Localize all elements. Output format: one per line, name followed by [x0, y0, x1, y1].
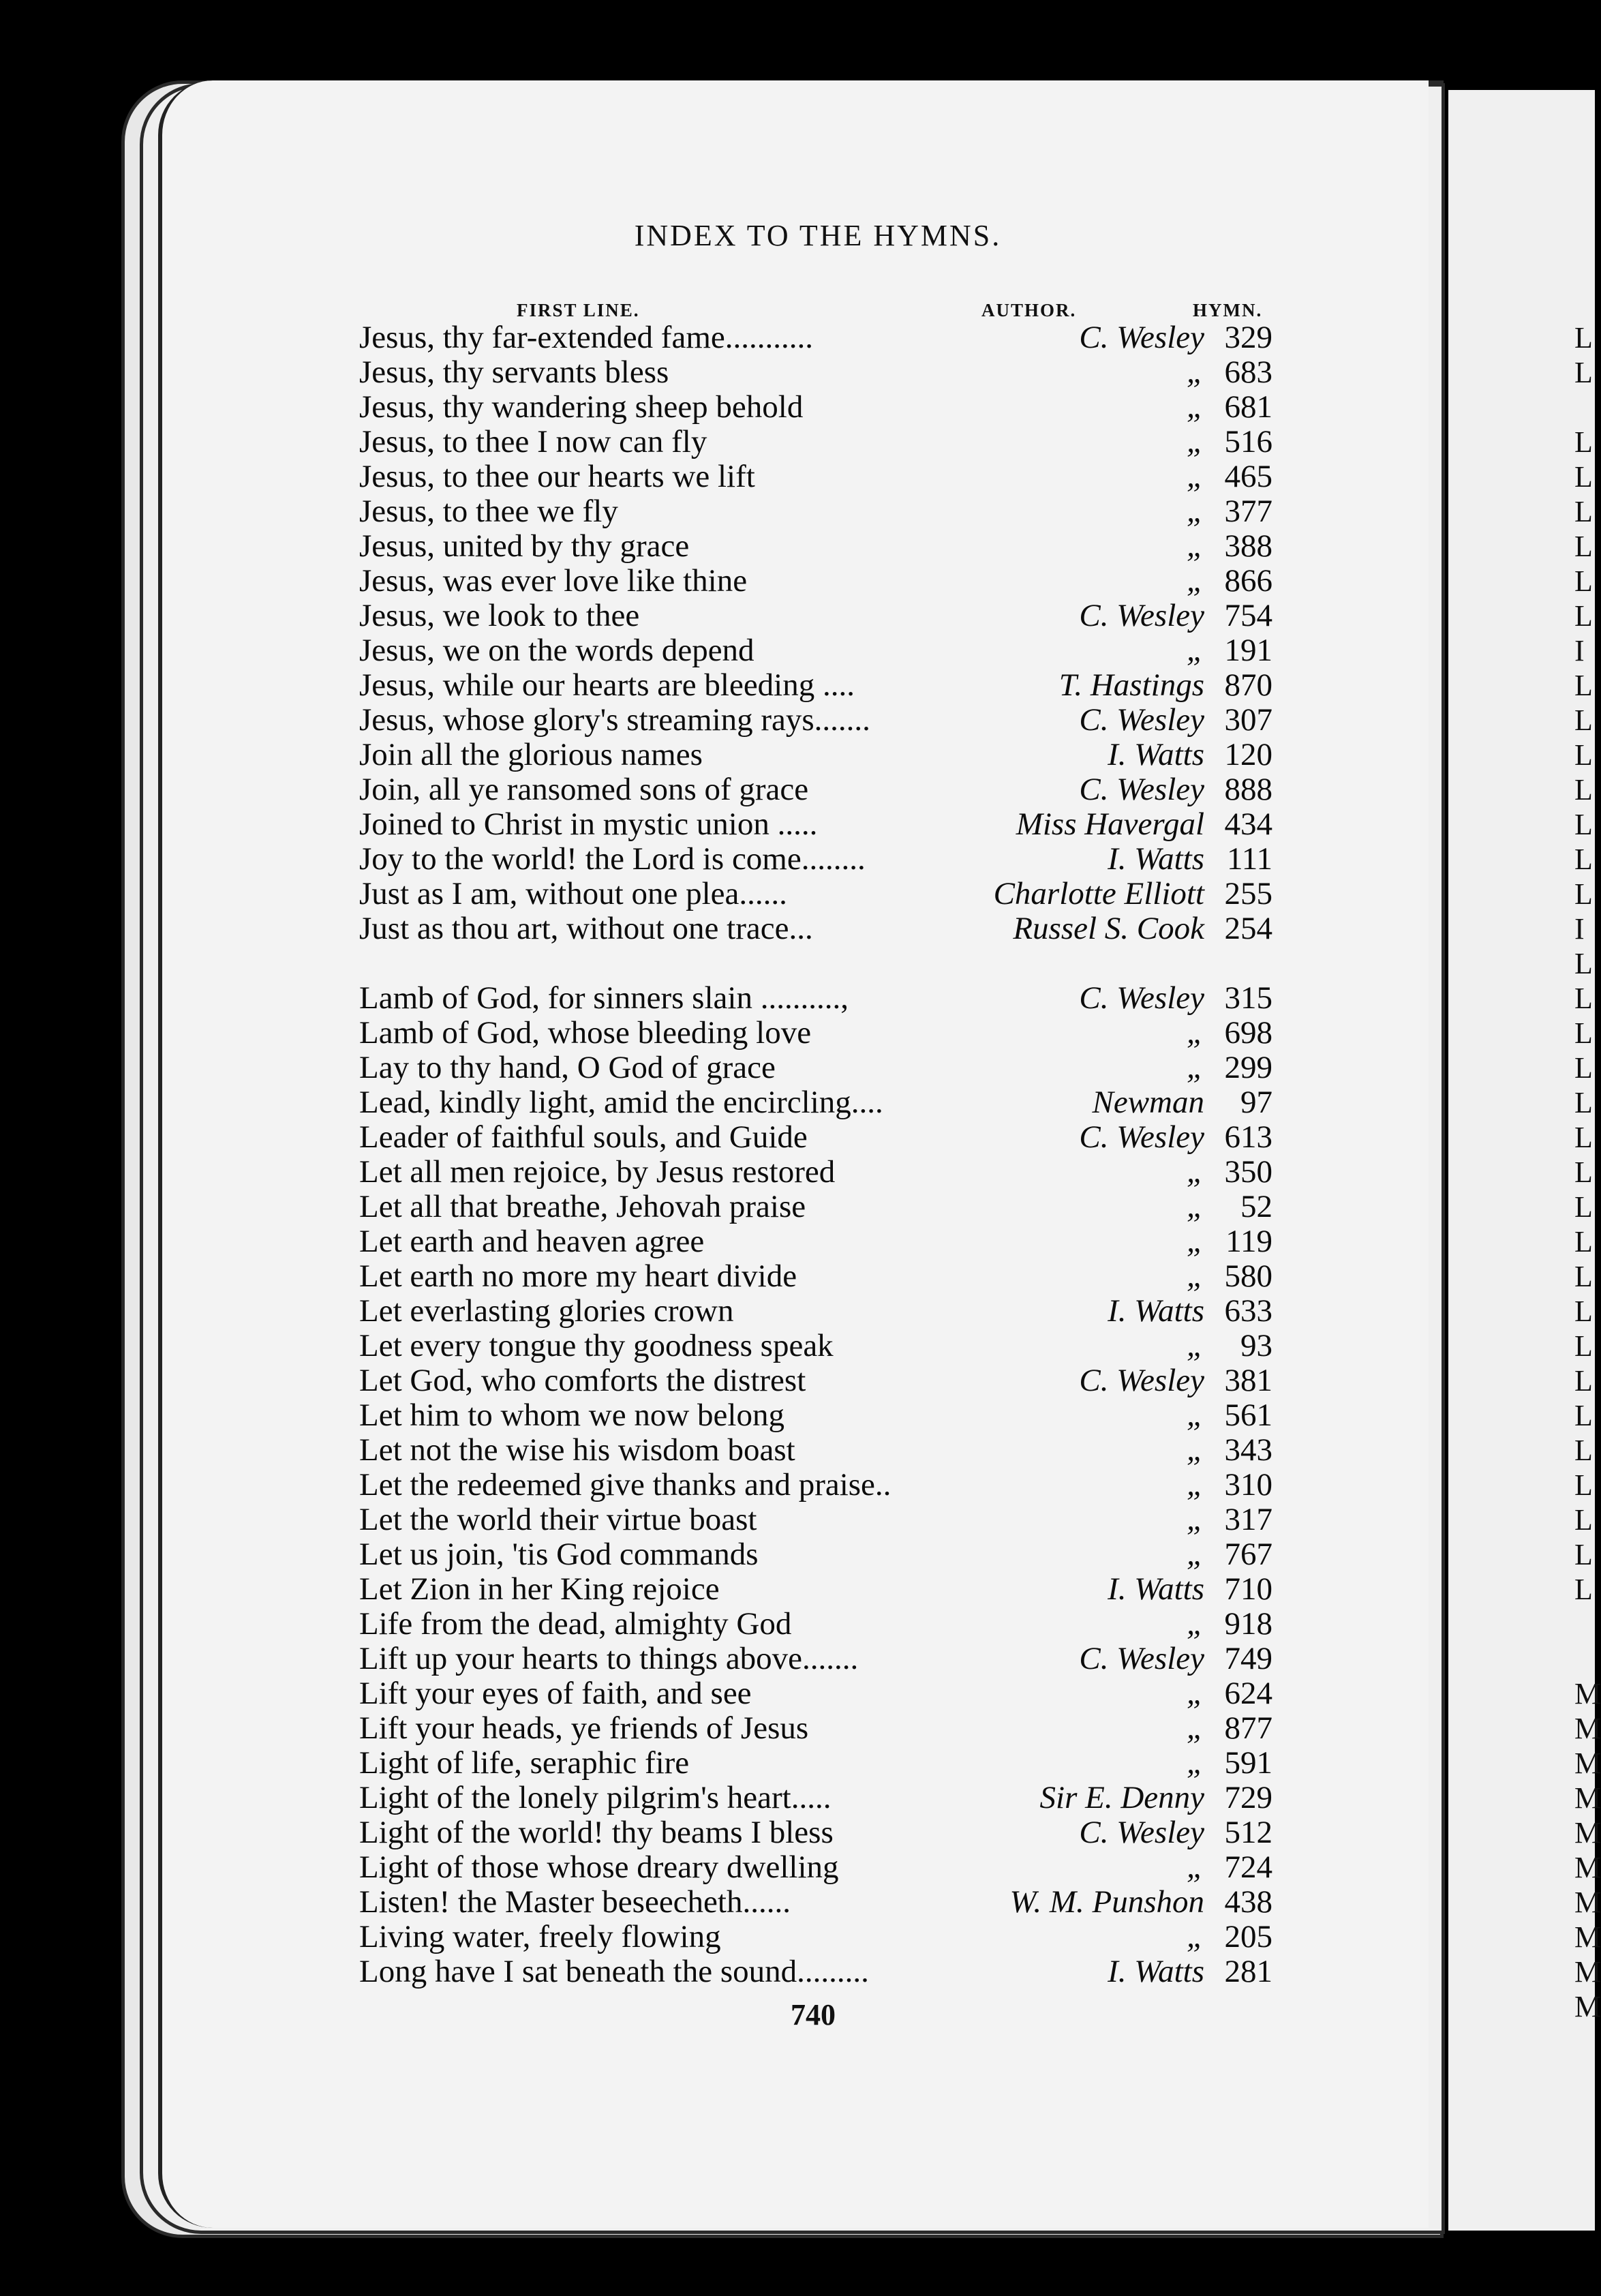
index-entry	[359, 1224, 1272, 1259]
entry-hymn-number: 255	[1224, 876, 1272, 911]
entry-first-line: Let every tongue thy goodness speak	[359, 1328, 834, 1363]
index-entry	[359, 1259, 1272, 1294]
right-page-letter: L	[1574, 982, 1593, 1015]
entry-author: „	[1186, 563, 1204, 599]
entry-author: C. Wesley	[1079, 320, 1204, 355]
entry-author: „	[1186, 1258, 1204, 1294]
entry-hymn-number: 749	[1224, 1641, 1272, 1676]
index-entry	[359, 1815, 1272, 1850]
entry-first-line: Jesus, thy far-extended fame...........	[359, 320, 813, 355]
right-page-letter: L	[1574, 1086, 1593, 1119]
right-page-letter: M	[1574, 1955, 1601, 1989]
entry-hymn-number: 888	[1224, 772, 1272, 807]
index-entry	[359, 1607, 1272, 1642]
entry-hymn-number: 381	[1224, 1363, 1272, 1398]
index-entry	[359, 1537, 1272, 1572]
entry-author: I. Watts	[1108, 1571, 1204, 1607]
right-page-letter: L	[1574, 1364, 1593, 1398]
entry-author: C. Wesley	[1079, 1641, 1204, 1676]
entry-author: I. Watts	[1108, 841, 1204, 877]
entry-first-line: Living water, freely flowing	[359, 1919, 721, 1954]
entry-author: „	[1186, 1398, 1204, 1433]
index-entry	[359, 911, 1272, 946]
page-number: 740	[791, 1998, 836, 2031]
right-page-letter: L	[1574, 1155, 1593, 1189]
right-page-letter: L	[1574, 321, 1593, 354]
entry-author: C. Wesley	[1079, 980, 1204, 1016]
entry-first-line: Long have I sat beneath the sound.........	[359, 1954, 869, 1989]
entry-hymn-number: 681	[1224, 389, 1272, 425]
index-entry	[359, 807, 1272, 842]
index-entry	[359, 1468, 1272, 1502]
entry-hymn-number: 870	[1224, 667, 1272, 703]
entry-author: W. M. Punshon	[1009, 1884, 1204, 1920]
index-entry	[359, 877, 1272, 911]
index-entry	[359, 425, 1272, 459]
entry-first-line: Lay to thy hand, O God of grace	[359, 1050, 776, 1085]
right-page-letter	[1574, 1607, 1601, 1642]
entry-author: „	[1186, 1467, 1204, 1502]
right-page-fragment	[1448, 90, 1595, 2231]
index-entry	[359, 1155, 1272, 1190]
entry-author: T. Hastings	[1058, 667, 1204, 703]
entry-author: Russel S. Cook	[1013, 911, 1204, 946]
column-header-hymn: HYMN.	[1193, 300, 1263, 320]
entry-first-line: Life from the dead, almighty God	[359, 1606, 792, 1642]
entry-author: „	[1186, 1676, 1204, 1711]
entry-first-line: Light of the world! thy beams I bless	[359, 1815, 834, 1850]
index-entry	[359, 1120, 1272, 1155]
index-entry	[359, 390, 1272, 425]
index-entry	[359, 1885, 1272, 1920]
entry-hymn-number: 580	[1224, 1258, 1272, 1294]
entry-first-line: Light of life, seraphic fire	[359, 1745, 690, 1781]
right-page-letter: M	[1574, 1781, 1601, 1815]
entry-first-line: Jesus, united by thy grace	[359, 528, 690, 564]
index-entry	[359, 1190, 1272, 1224]
right-page-letter: L	[1574, 495, 1593, 528]
right-page-letter: L	[1574, 599, 1593, 633]
entry-hymn-number: 633	[1224, 1293, 1272, 1329]
index-entry	[359, 1746, 1272, 1781]
right-page-letter: L	[1574, 1434, 1593, 1467]
entry-hymn-number: 191	[1224, 633, 1272, 668]
index-entry	[359, 1711, 1272, 1746]
entry-hymn-number: 329	[1224, 320, 1272, 355]
entry-hymn-number: 315	[1224, 980, 1272, 1016]
index-entry	[359, 599, 1272, 633]
index-entry	[359, 494, 1272, 529]
right-page-letter: L	[1574, 1503, 1593, 1537]
entry-author: „	[1186, 1606, 1204, 1642]
index-entry	[359, 703, 1272, 738]
entry-first-line: Jesus, to thee our hearts we lift	[359, 459, 755, 494]
entry-author: „	[1186, 1328, 1204, 1363]
right-page-letter: L	[1574, 1573, 1593, 1606]
entry-first-line: Lamb of God, for sinners slain ..........,	[359, 980, 849, 1016]
index-entry	[359, 1850, 1272, 1885]
entry-first-line: Lead, kindly light, amid the encircling....	[359, 1085, 883, 1120]
entry-first-line: Let earth and heaven agree	[359, 1224, 705, 1259]
entry-author: „	[1186, 459, 1204, 494]
index-entry	[359, 842, 1272, 877]
right-page-letter: M	[1574, 1677, 1601, 1710]
index-entry	[359, 1954, 1272, 1989]
entry-author: „	[1186, 1015, 1204, 1051]
entry-author: Sir E. Denny	[1039, 1780, 1204, 1815]
entry-author: „	[1186, 494, 1204, 529]
index-entry	[359, 1572, 1272, 1607]
right-page-letter: L	[1574, 877, 1593, 911]
entry-hymn-number: 350	[1224, 1154, 1272, 1190]
right-page-letter: L	[1574, 669, 1593, 702]
entry-first-line: Let not the wise his wisdom boast	[359, 1432, 795, 1468]
entry-first-line: Let him to whom we now belong	[359, 1398, 784, 1433]
entry-first-line: Leader of faithful souls, and Guide	[359, 1119, 808, 1155]
entry-author: C. Wesley	[1079, 772, 1204, 807]
entry-author: „	[1186, 1745, 1204, 1781]
column-header-first-line: FIRST LINE.	[517, 300, 640, 320]
entry-first-line: Jesus, whose glory's streaming rays.......	[359, 702, 870, 738]
entry-hymn-number: 299	[1224, 1050, 1272, 1085]
entry-first-line: Jesus, thy wandering sheep behold	[359, 389, 804, 425]
entry-first-line: Just as I am, without one plea......	[359, 876, 787, 911]
index-entry	[359, 320, 1272, 355]
entry-hymn-number: 52	[1240, 1189, 1272, 1224]
entry-hymn-number: 281	[1224, 1954, 1272, 1989]
entry-hymn-number: 516	[1224, 424, 1272, 459]
entry-first-line: Jesus, we look to thee	[359, 598, 640, 633]
right-page-letter: L	[1574, 1260, 1593, 1293]
right-page-letter: L	[1574, 564, 1593, 598]
right-page-letter: L	[1574, 1468, 1593, 1502]
entry-first-line: Lift up your hearts to things above.......	[359, 1641, 859, 1676]
right-page-letter: M	[1574, 1747, 1601, 1780]
entry-hymn-number: 97	[1240, 1085, 1272, 1120]
index-entry	[359, 668, 1272, 703]
entry-author: „	[1186, 1502, 1204, 1537]
entry-first-line: Just as thou art, without one trace...	[359, 911, 813, 946]
entry-author: „	[1186, 1154, 1204, 1190]
entry-author: „	[1186, 1050, 1204, 1085]
entry-hymn-number: 683	[1224, 354, 1272, 390]
index-entry	[359, 981, 1272, 1016]
entry-first-line: Jesus, was ever love like thine	[359, 563, 748, 599]
entry-author: „	[1186, 1919, 1204, 1954]
entry-author: „	[1186, 633, 1204, 668]
entry-hymn-number: 561	[1224, 1398, 1272, 1433]
right-page-letter: L	[1574, 1190, 1593, 1224]
entry-first-line: Jesus, to thee we fly	[359, 494, 618, 529]
entry-hymn-number: 754	[1224, 598, 1272, 633]
entry-author: C. Wesley	[1079, 1815, 1204, 1850]
entry-hymn-number: 512	[1224, 1815, 1272, 1850]
entry-hymn-number: 377	[1224, 494, 1272, 529]
entry-hymn-number: 710	[1224, 1571, 1272, 1607]
entry-first-line: Let the redeemed give thanks and praise..	[359, 1467, 891, 1502]
entry-first-line: Listen! the Master beseecheth......	[359, 1884, 791, 1920]
entry-hymn-number: 254	[1224, 911, 1272, 946]
hymn-index-list	[359, 320, 1272, 1989]
right-page-letter: L	[1574, 1016, 1593, 1050]
entry-first-line: Let all men rejoice, by Jesus restored	[359, 1154, 836, 1190]
entry-author: „	[1186, 1432, 1204, 1468]
entry-first-line: Light of the lonely pilgrim's heart.....	[359, 1780, 832, 1815]
entry-author: C. Wesley	[1079, 702, 1204, 738]
entry-author: Newman	[1092, 1085, 1204, 1120]
entry-hymn-number: 591	[1224, 1745, 1272, 1781]
entry-hymn-number: 343	[1224, 1432, 1272, 1468]
right-page-letter: L	[1574, 808, 1593, 841]
right-page-letter: M	[1574, 1851, 1601, 1884]
entry-hymn-number: 465	[1224, 459, 1272, 494]
entry-hymn-number: 877	[1224, 1710, 1272, 1746]
entry-first-line: Jesus, to thee I now can fly	[359, 424, 707, 459]
entry-author: „	[1186, 1537, 1204, 1572]
index-entry	[359, 1051, 1272, 1085]
entry-first-line: Let the world their virtue boast	[359, 1502, 757, 1537]
index-entry	[359, 1920, 1272, 1954]
column-header-author: AUTHOR.	[981, 300, 1077, 320]
right-page-letter: L	[1574, 1225, 1593, 1258]
section-gap	[359, 946, 1272, 981]
entry-author: „	[1186, 1849, 1204, 1885]
entry-hymn-number: 93	[1240, 1328, 1272, 1363]
index-entry	[359, 1398, 1272, 1433]
right-page-letter: L	[1574, 460, 1593, 494]
index-entry	[359, 564, 1272, 599]
entry-first-line: Jesus, we on the words depend	[359, 633, 754, 668]
entry-first-line: Jesus, while our hearts are bleeding ....	[359, 667, 855, 703]
index-entry	[359, 1016, 1272, 1051]
entry-hymn-number: 111	[1226, 841, 1272, 877]
entry-first-line: Lift your eyes of faith, and see	[359, 1676, 752, 1711]
entry-hymn-number: 120	[1224, 737, 1272, 772]
index-entry	[359, 1502, 1272, 1537]
right-page-letter	[1574, 390, 1601, 425]
entry-author: I. Watts	[1108, 1954, 1204, 1989]
entry-author: „	[1186, 1710, 1204, 1746]
entry-author: „	[1186, 389, 1204, 425]
entry-hymn-number: 918	[1224, 1606, 1272, 1642]
right-page-letter: L	[1574, 1051, 1593, 1085]
entry-first-line: Lift your heads, ye friends of Jesus	[359, 1710, 809, 1746]
entry-first-line: Let Zion in her King rejoice	[359, 1571, 720, 1607]
right-page-letter: L	[1574, 425, 1593, 459]
entry-first-line: Joy to the world! the Lord is come........	[359, 841, 866, 877]
entry-author: C. Wesley	[1079, 1119, 1204, 1155]
index-entry	[359, 1642, 1272, 1676]
entry-first-line: Let God, who comforts the distrest	[359, 1363, 806, 1398]
right-page-letter: M	[1574, 1886, 1601, 1919]
entry-hymn-number: 767	[1224, 1537, 1272, 1572]
right-page-letter: L	[1574, 773, 1593, 806]
index-entry	[359, 355, 1272, 390]
right-page-letter	[1574, 1642, 1601, 1676]
right-page-letter: L	[1574, 843, 1593, 876]
entry-first-line: Lamb of God, whose bleeding love	[359, 1015, 812, 1051]
entry-author: Charlotte Elliott	[993, 876, 1204, 911]
entry-hymn-number: 438	[1224, 1884, 1272, 1920]
entry-author: C. Wesley	[1079, 598, 1204, 633]
entry-author: I. Watts	[1108, 737, 1204, 772]
entry-author: „	[1186, 1224, 1204, 1259]
entry-hymn-number: 434	[1224, 806, 1272, 842]
right-page-letter: M	[1574, 1712, 1601, 1745]
entry-first-line: Joined to Christ in mystic union .....	[359, 806, 818, 842]
right-page-letter: M	[1574, 1990, 1601, 2023]
right-page-letter: L	[1574, 704, 1593, 737]
index-entry	[359, 529, 1272, 564]
right-page-letter: L	[1574, 1329, 1593, 1363]
entry-hymn-number: 388	[1224, 528, 1272, 564]
entry-hymn-number: 310	[1224, 1467, 1272, 1502]
right-page-letter: L	[1574, 947, 1593, 980]
entry-first-line: Let all that breathe, Jehovah praise	[359, 1189, 806, 1224]
index-entry	[359, 1676, 1272, 1711]
right-page-letter: I	[1574, 912, 1585, 946]
entry-first-line: Let earth no more my heart divide	[359, 1258, 797, 1294]
index-entry	[359, 1329, 1272, 1363]
entry-first-line: Let us join, 'tis God commands	[359, 1537, 759, 1572]
entry-author: I. Watts	[1108, 1293, 1204, 1329]
index-entry	[359, 1294, 1272, 1329]
entry-author: C. Wesley	[1079, 1363, 1204, 1398]
entry-author: Miss Havergal	[1016, 806, 1204, 842]
right-page-letter: L	[1574, 356, 1593, 389]
entry-first-line: Light of those whose dreary dwelling	[359, 1849, 839, 1885]
entry-hymn-number: 613	[1224, 1119, 1272, 1155]
right-page-letter: M	[1574, 1816, 1601, 1849]
entry-hymn-number: 698	[1224, 1015, 1272, 1051]
entry-hymn-number: 307	[1224, 702, 1272, 738]
right-page-letter: L	[1574, 1121, 1593, 1154]
index-entry	[359, 1363, 1272, 1398]
right-page-letter: L	[1574, 1295, 1593, 1328]
entry-hymn-number: 724	[1224, 1849, 1272, 1885]
index-entry	[359, 1433, 1272, 1468]
right-page-letter: L	[1574, 738, 1593, 772]
right-page-letter: L	[1574, 1538, 1593, 1571]
index-entry	[359, 459, 1272, 494]
right-page-letter: M	[1574, 1920, 1601, 1954]
index-entry	[359, 633, 1272, 668]
entry-hymn-number: 624	[1224, 1676, 1272, 1711]
right-page-letter: L	[1574, 1399, 1593, 1432]
entry-hymn-number: 205	[1224, 1919, 1272, 1954]
index-entry	[359, 1781, 1272, 1815]
entry-hymn-number: 729	[1224, 1780, 1272, 1815]
entry-first-line: Jesus, thy servants bless	[359, 354, 669, 390]
right-page-letter: L	[1574, 530, 1593, 563]
index-entry	[359, 772, 1272, 807]
entry-hymn-number: 866	[1224, 563, 1272, 599]
entry-hymn-number: 119	[1225, 1224, 1272, 1259]
right-page-letter: I	[1574, 634, 1585, 667]
entry-first-line: Let everlasting glories crown	[359, 1293, 734, 1329]
entry-first-line: Join all the glorious names	[359, 737, 703, 772]
entry-hymn-number: 317	[1224, 1502, 1272, 1537]
page-title: INDEX TO THE HYMNS.	[634, 219, 1002, 252]
index-entry	[359, 1085, 1272, 1120]
entry-author: „	[1186, 424, 1204, 459]
index-entry	[359, 738, 1272, 772]
right-page-letters	[1574, 320, 1601, 2024]
entry-author: „	[1186, 354, 1204, 390]
entry-author: „	[1186, 1189, 1204, 1224]
entry-author: „	[1186, 528, 1204, 564]
entry-first-line: Join, all ye ransomed sons of grace	[359, 772, 809, 807]
